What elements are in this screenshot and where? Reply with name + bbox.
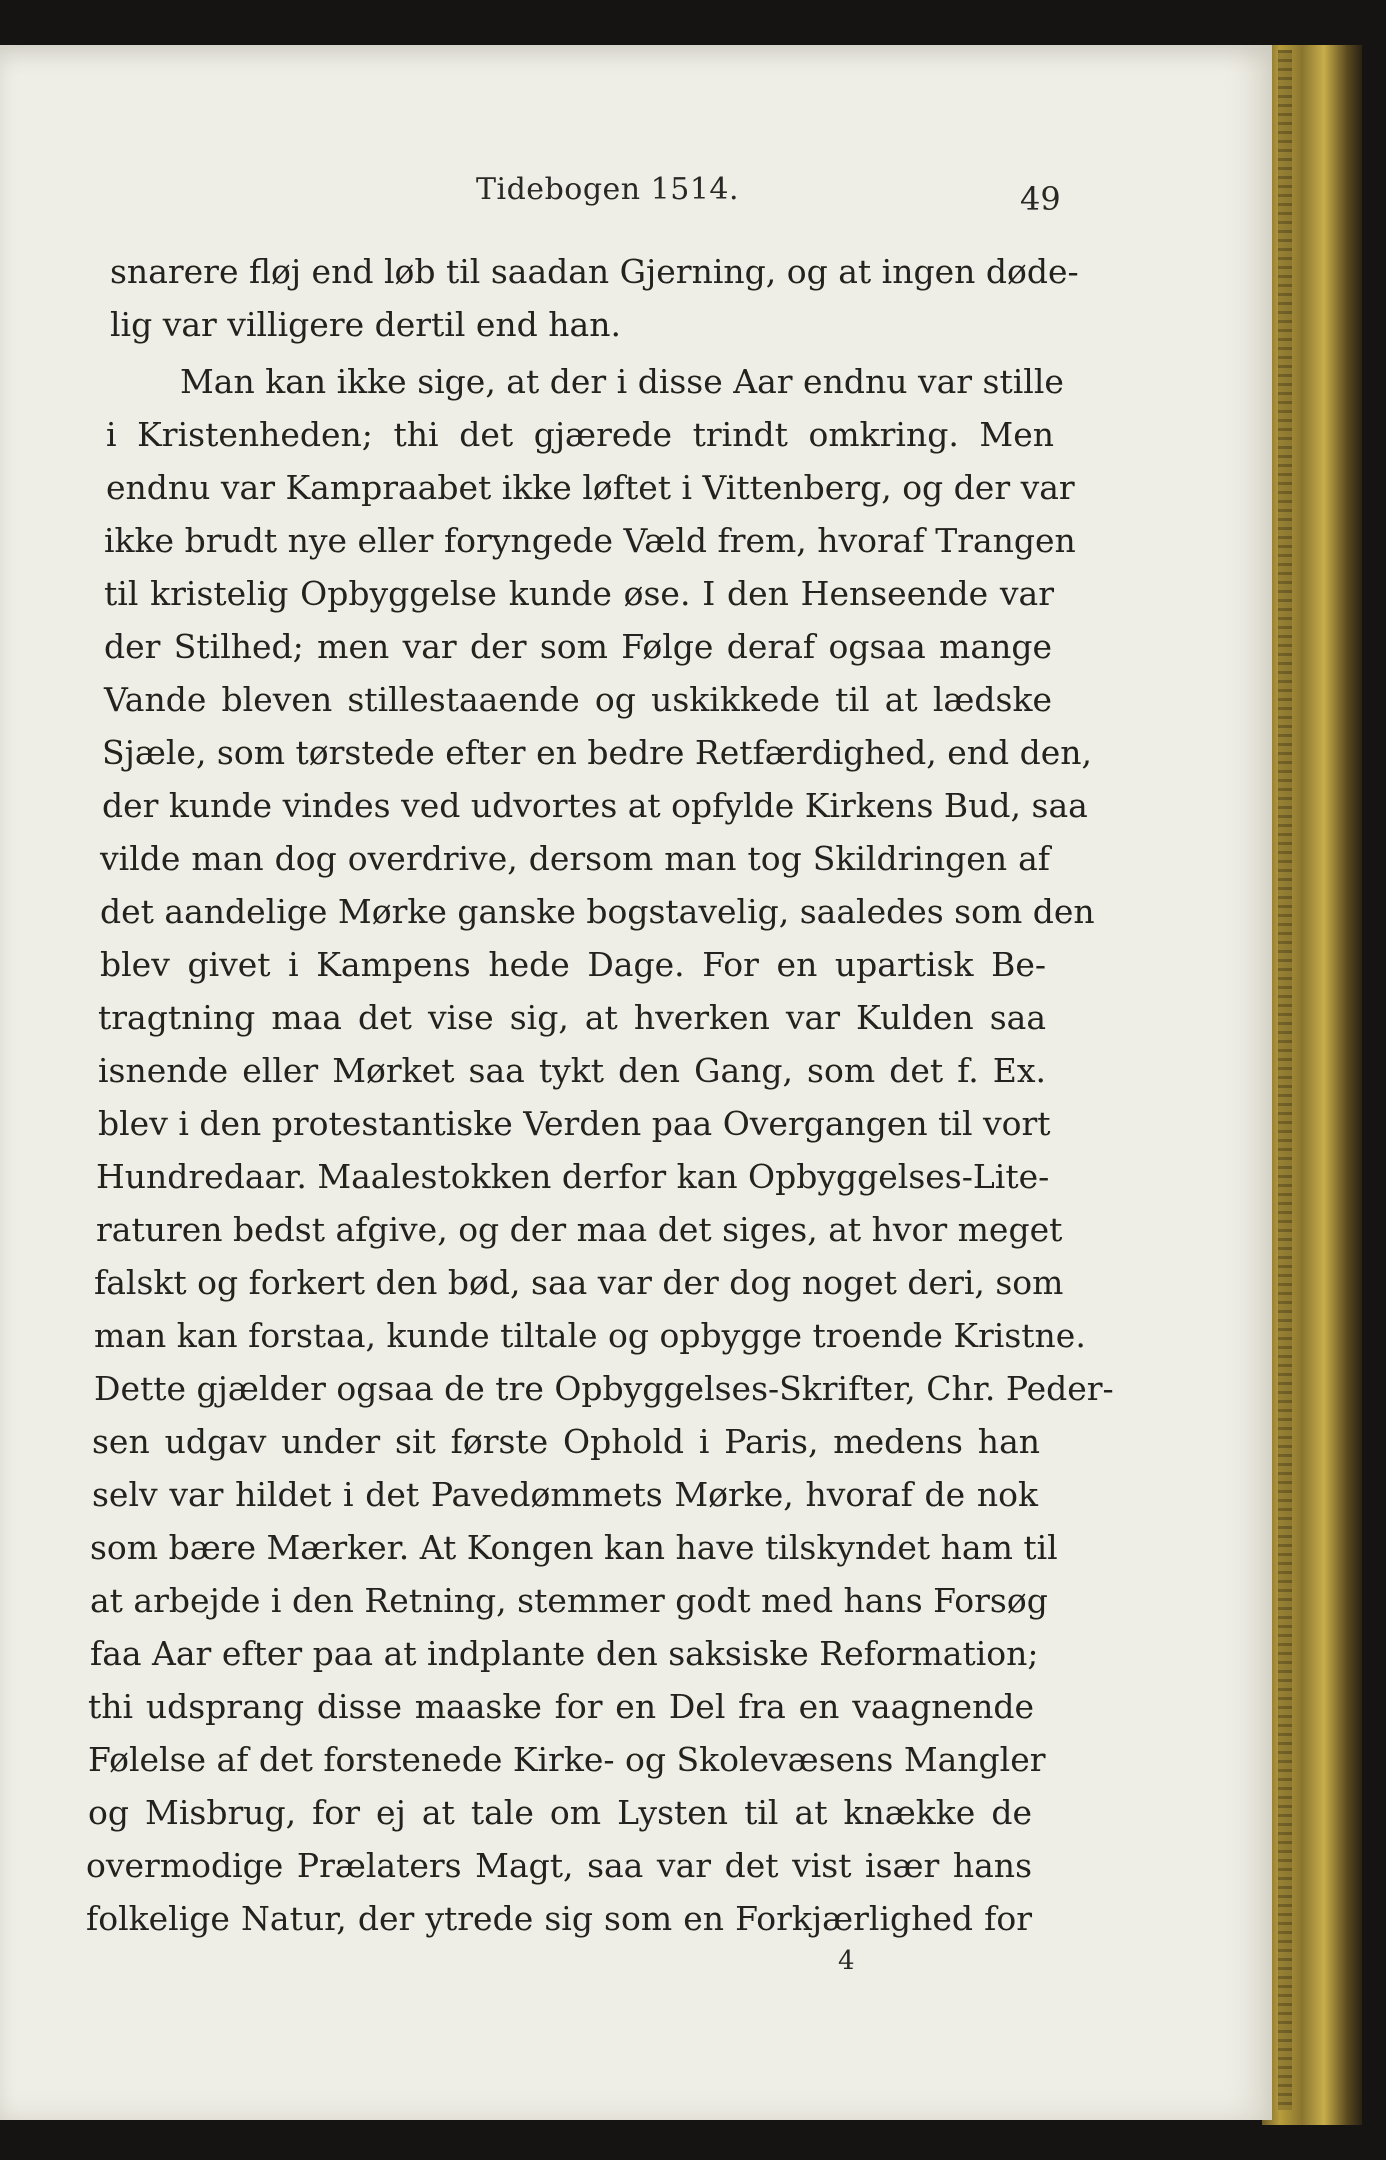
text-line: i Kristenheden; thi det gjærede trindt omkring. Men — [106, 415, 1054, 454]
text-line: faa Aar efter paa at indplante den saksiske Reformation; — [90, 1634, 1039, 1673]
text-line: der Stilhed; men var der som Følge deraf ogsaa mange — [104, 627, 1052, 666]
text-line: det aandelige Mørke ganske bogstavelig, saaledes som den — [100, 892, 1095, 931]
text-line: at arbejde i den Retning, stemmer godt med hans Forsøg — [90, 1581, 1048, 1620]
text-line: snarere fløj end løb til saadan Gjerning, og at ingen døde- — [110, 252, 1079, 291]
text-line: blev givet i Kampens hede Dage. For en upartisk Be- — [100, 945, 1046, 984]
text-line: falskt og forkert den bød, saa var der dog noget deri, som — [94, 1263, 1064, 1302]
text-line: Sjæle, som tørstede efter en bedre Retfærdighed, end den, — [102, 733, 1093, 772]
text-line: sen udgav under sit første Ophold i Paris, medens han — [92, 1422, 1040, 1461]
text-line: overmodige Prælaters Magt, saa var det vist især hans — [86, 1846, 1032, 1885]
text-line: blev i den protestantiske Verden paa Overgangen til vort — [98, 1104, 1051, 1143]
text-line: selv var hildet i det Pavedømmets Mørke, hvoraf de nok — [92, 1475, 1038, 1514]
text-line: vilde man dog overdrive, dersom man tog Skildringen af — [100, 839, 1050, 878]
text-line: Følelse af det forstenede Kirke- og Skolevæsens Mangler — [88, 1740, 1046, 1779]
text-line: og Misbrug, for ej at tale om Lysten til at knække de — [88, 1793, 1032, 1832]
text-line: ikke brudt nye eller foryngede Væld frem, hvoraf Trangen — [104, 521, 1076, 560]
text-line: man kan forstaa, kunde tiltale og opbygge troende Kristne. — [94, 1316, 1086, 1355]
text-line: tragtning maa det vise sig, at hverken var Kulden saa — [98, 998, 1046, 1037]
running-title: Tidebogen 1514. — [476, 172, 740, 207]
text-line: lig var villigere dertil end han. — [110, 305, 621, 344]
text-line: der kunde vindes ved udvortes at opfylde Kirkens Bud, saa — [102, 786, 1088, 825]
text-line: endnu var Kampraabet ikke løftet i Vittenberg, og der var — [106, 468, 1075, 507]
text-line: til kristelig Opbyggelse kunde øse. I den Henseende var — [104, 574, 1054, 613]
text-line: som bære Mærker. At Kongen kan have tilskyndet ham til — [90, 1528, 1058, 1567]
text-line: Man kan ikke sige, at der i disse Aar endnu var stille — [180, 362, 1064, 401]
text-line: thi udsprang disse maaske for en Del fra en vaagnende — [88, 1687, 1034, 1726]
signature-mark: 4 — [838, 1946, 855, 1976]
text-line: raturen bedst afgive, og der maa det siges, at hvor meget — [96, 1210, 1063, 1249]
text-line: isnende eller Mørket saa tykt den Gang, som det f. Ex. — [98, 1051, 1046, 1090]
page-number: 49 — [1020, 180, 1061, 218]
text-line: Dette gjælder ogsaa de tre Opbyggelses-Skrifter, Chr. Peder- — [94, 1369, 1114, 1408]
text-line: Hundredaar. Maalestokken derfor kan Opbyggelses-Lite- — [96, 1157, 1050, 1196]
text-line: Vande bleven stillestaaende og uskikkede til at lædske — [104, 680, 1052, 719]
text-line: folkelige Natur, der ytrede sig som en Forkjærlighed for — [86, 1899, 1032, 1938]
